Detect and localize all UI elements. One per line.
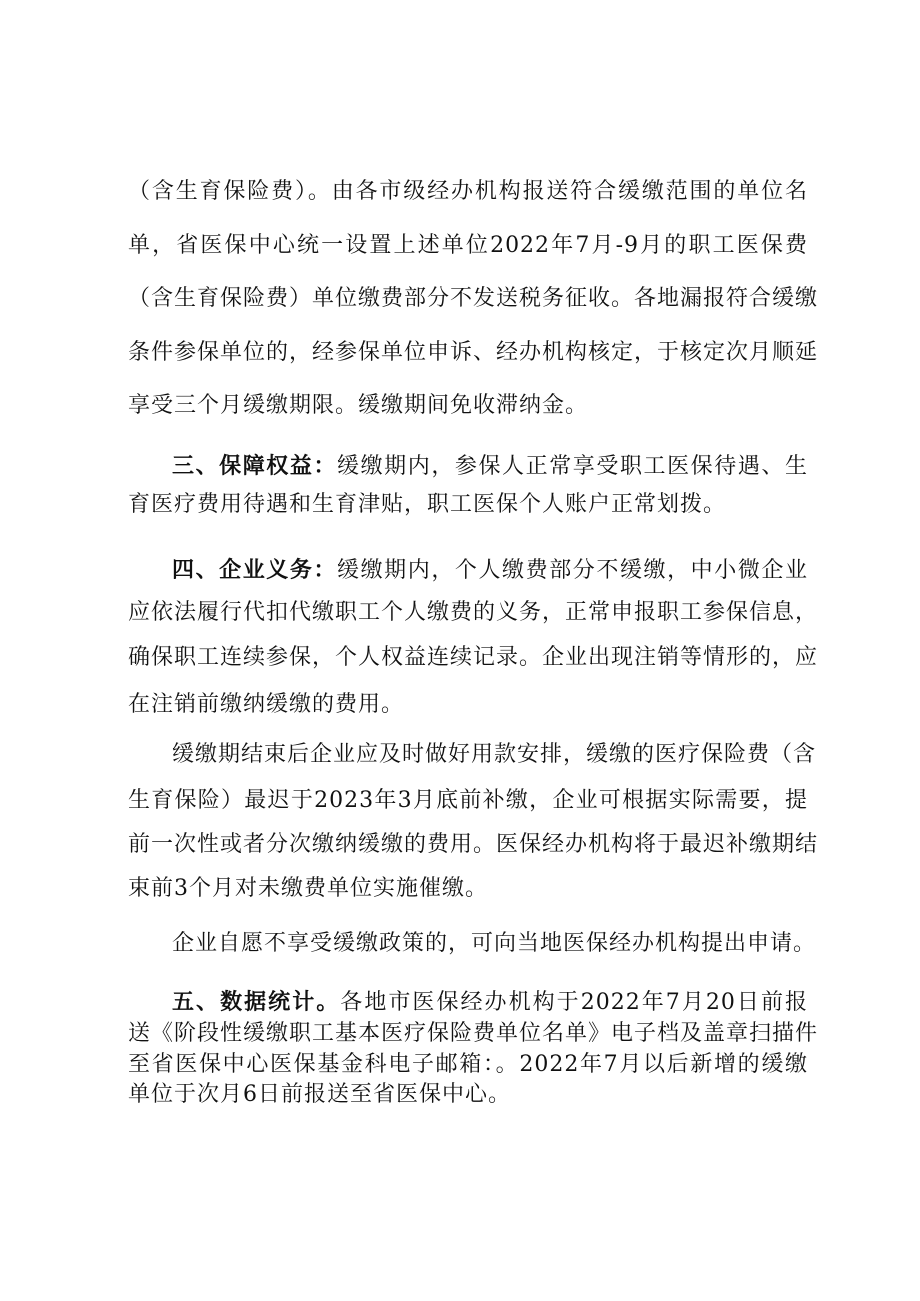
section-5-heading: 五、数据统计。 bbox=[172, 990, 341, 1015]
paragraph-line: 缓缴期结束后企业应及时做好用款安排，缓缴的医疗保险费（含 bbox=[172, 742, 817, 767]
paragraph-line: 条件参保单位的，经参保单位申诉、经办机构核定，于核定次月顺延 bbox=[128, 340, 819, 365]
section-4-first-line bbox=[172, 556, 808, 586]
paragraph-line: 前一次性或者分次缴纳缓缴的费用。医保经办机构将于最迟补缴期结 bbox=[128, 832, 819, 857]
paragraph-line: 育医疗费用待遇和生育津贴，职工医保个人账户正常划拨。 bbox=[128, 492, 727, 517]
paragraph-line: 在注销前缴纳缓缴的费用。 bbox=[128, 692, 405, 717]
section-3-first-line bbox=[172, 452, 808, 482]
section-5-text: 各地市医保经办机构于2022年7月20日前报 bbox=[340, 990, 808, 1015]
section-5-first-line bbox=[172, 988, 808, 1018]
paragraph-line: 享受三个月缓缴期限。缓缴期间免收滞纳金。 bbox=[128, 393, 589, 418]
paragraph-line: 单位于次月6日前报送至省医保中心。 bbox=[128, 1082, 511, 1107]
paragraph-line: 确保职工连续参保，个人权益连续记录。企业出现注销等情形的，应 bbox=[128, 645, 819, 670]
paragraph-line: 单，省医保中心统一设置上述单位2022年7月-9月的职工医保费 bbox=[128, 233, 808, 258]
paragraph-line: （含生育保险费）单位缴费部分不发送税务征收。各地漏报符合缓缴 bbox=[128, 286, 819, 311]
paragraph-line: 生育保险）最迟于2023年3月底前补缴，企业可根据实际需要，提 bbox=[128, 788, 808, 813]
section-3-text: 缓缴期内，参保人正常享受职工医保待遇、生 bbox=[337, 454, 808, 479]
paragraph-line: 至省医保中心医保基金科电子邮箱：。2022年7月以后新增的缓缴 bbox=[128, 1052, 808, 1077]
section-4-text: 缓缴期内，个人缴费部分不缓缴，中小微企业 bbox=[337, 558, 808, 583]
paragraph-line: 束前3个月对未缴费单位实施催缴。 bbox=[128, 876, 488, 901]
section-3-heading: 三、保障权益： bbox=[172, 454, 338, 479]
paragraph-line: （含生育保险费）。由各市级经办机构报送符合缓缴范围的单位名 bbox=[128, 179, 808, 204]
paragraph-line: 送《阶段性缓缴职工基本医疗保险费单位名单》电子档及盖章扫描件 bbox=[128, 1021, 819, 1046]
paragraph-line: 企业自愿不享受缓缴政策的，可向当地医保经办机构提出申请。 bbox=[172, 931, 817, 956]
paragraph-line: 应依法履行代扣代缴职工个人缴费的义务，正常申报职工参保信息， bbox=[128, 600, 819, 625]
section-4-heading: 四、企业义务： bbox=[172, 558, 338, 583]
